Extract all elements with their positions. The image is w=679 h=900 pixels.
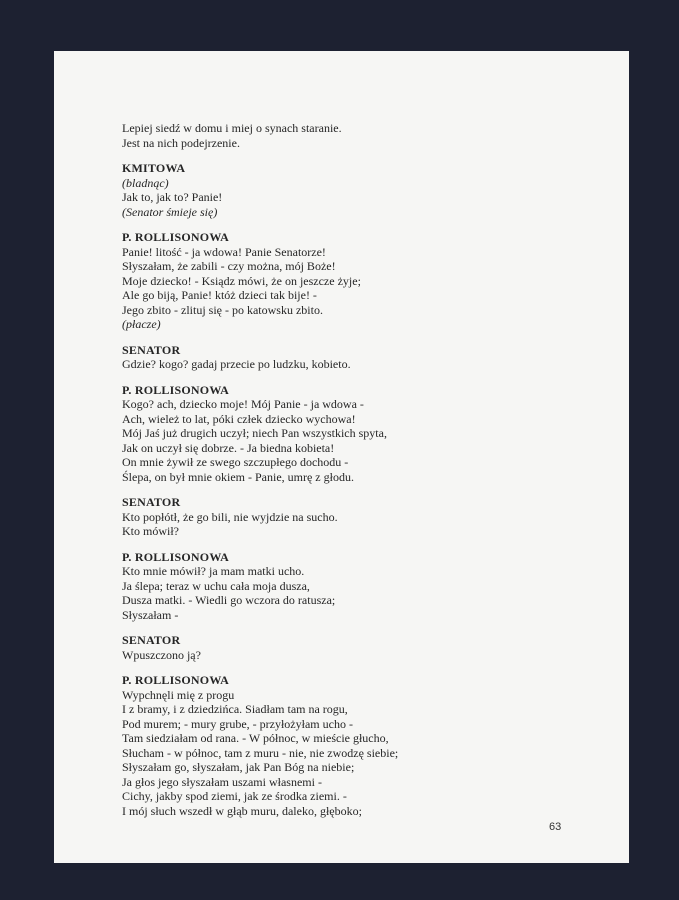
verse-line: Ja ślepa; teraz w uchu cała moja dusza, [122, 578, 310, 593]
speaker-name: SENATOR [122, 495, 181, 509]
verse-line: Jego zbito - zlituj się - po katowsku zbito. [122, 302, 323, 317]
verse-line: Wypchnęli mię z progu [122, 687, 235, 702]
verse-line: Ja głos jego słyszałam uszami własnemi - [122, 774, 322, 789]
verse-line: Dusza matki. - Wiedli go wczora do ratusza; [122, 593, 336, 607]
verse-line: Słyszałam go, słyszałam, jak Pan Bóg na niebie; [122, 760, 355, 774]
dialogue-block [122, 343, 602, 372]
drama-text [122, 121, 602, 829]
stage-direction: (bladnąc) [122, 175, 169, 190]
verse-line: Gdzie? kogo? gadaj przecie po ludzku, kobieto. [122, 357, 351, 371]
dialogue-block [122, 550, 602, 623]
dialogue-block [122, 161, 602, 219]
verse-line: Ślepa, on był mnie okiem - Panie, umrę z głodu. [122, 469, 354, 484]
verse-line: Kto mnie mówił? ja mam matki ucho. [122, 564, 305, 578]
verse-line: Pod murem; - mury grube, - przyłożyłam ucho - [122, 716, 353, 731]
speaker-name: P. ROLLISONOWA [122, 382, 230, 397]
verse-line: Moje dziecko! - Ksiądz mówi, że on jeszcze żyje; [122, 273, 361, 288]
verse-line: Jest na nich podejrzenie. [122, 135, 240, 150]
document-page [54, 51, 629, 863]
verse-line: Tam siedziałam od rana. - W północ, w mieście głucho, [122, 731, 389, 745]
dialogue-block [122, 383, 602, 485]
page-number: 63 [549, 821, 562, 833]
verse-line: Ale go biją, Panie! któż dzieci tak bije! - [122, 288, 317, 302]
verse-line: Wpuszczono ją? [122, 647, 201, 662]
speaker-name: P. ROLLISONOWA [122, 549, 230, 564]
verse-line: Mój Jaś już drugich uczył; niech Pan wszystkich spyta, [122, 426, 387, 440]
verse-line: Ach, wieleż to lat, póki człek dziecko wychowa! [122, 411, 356, 426]
verse-line: I z bramy, i z dziedzińca. Siadłam tam na rogu, [122, 702, 348, 716]
verse-line: Słyszałam, że zabili - czy można, mój Boże! [122, 259, 336, 273]
dialogue-block [122, 633, 602, 662]
dialogue-block [122, 230, 602, 332]
stage-direction: (Senator śmieje się) [122, 204, 218, 219]
verse-line: Panie! litość - ja wdowa! Panie Senatorze! [122, 244, 326, 259]
verse-line: Cichy, jakby spod ziemi, jak ze środka ziemi. - [122, 789, 347, 803]
verse-line: Jak on uczył się dobrze. - Ja biedna kobieta! [122, 440, 335, 455]
verse-line: Lepiej siedź w domu i miej o synach staranie. [122, 121, 342, 135]
dialogue-block [122, 495, 602, 539]
verse-line: Kogo? ach, dziecko moje! Mój Panie - ja wdowa - [122, 397, 364, 411]
verse-line: I mój słuch wszedł w głąb muru, daleko, głęboko; [122, 803, 362, 818]
speaker-name: SENATOR [122, 342, 181, 357]
speaker-name: P. ROLLISONOWA [122, 230, 230, 244]
dialogue-block [122, 121, 602, 150]
verse-line: Słucham - w północ, tam z muru - nie, nie zwodzę siebie; [122, 745, 399, 760]
verse-line: On mnie żywił ze swego szczupłego dochodu - [122, 455, 349, 469]
stage-direction: (płacze) [122, 317, 161, 331]
verse-line: Słyszałam - [122, 607, 179, 622]
speaker-name: P. ROLLISONOWA [122, 673, 230, 687]
verse-line: Jak to, jak to? Panie! [122, 190, 223, 204]
verse-line: Kto mówił? [122, 524, 179, 538]
verse-line: Kto popłótł, że go bili, nie wyjdzie na sucho. [122, 509, 338, 524]
speaker-name: KMITOWA [122, 161, 186, 175]
dialogue-block [122, 673, 602, 818]
speaker-name: SENATOR [122, 633, 181, 647]
